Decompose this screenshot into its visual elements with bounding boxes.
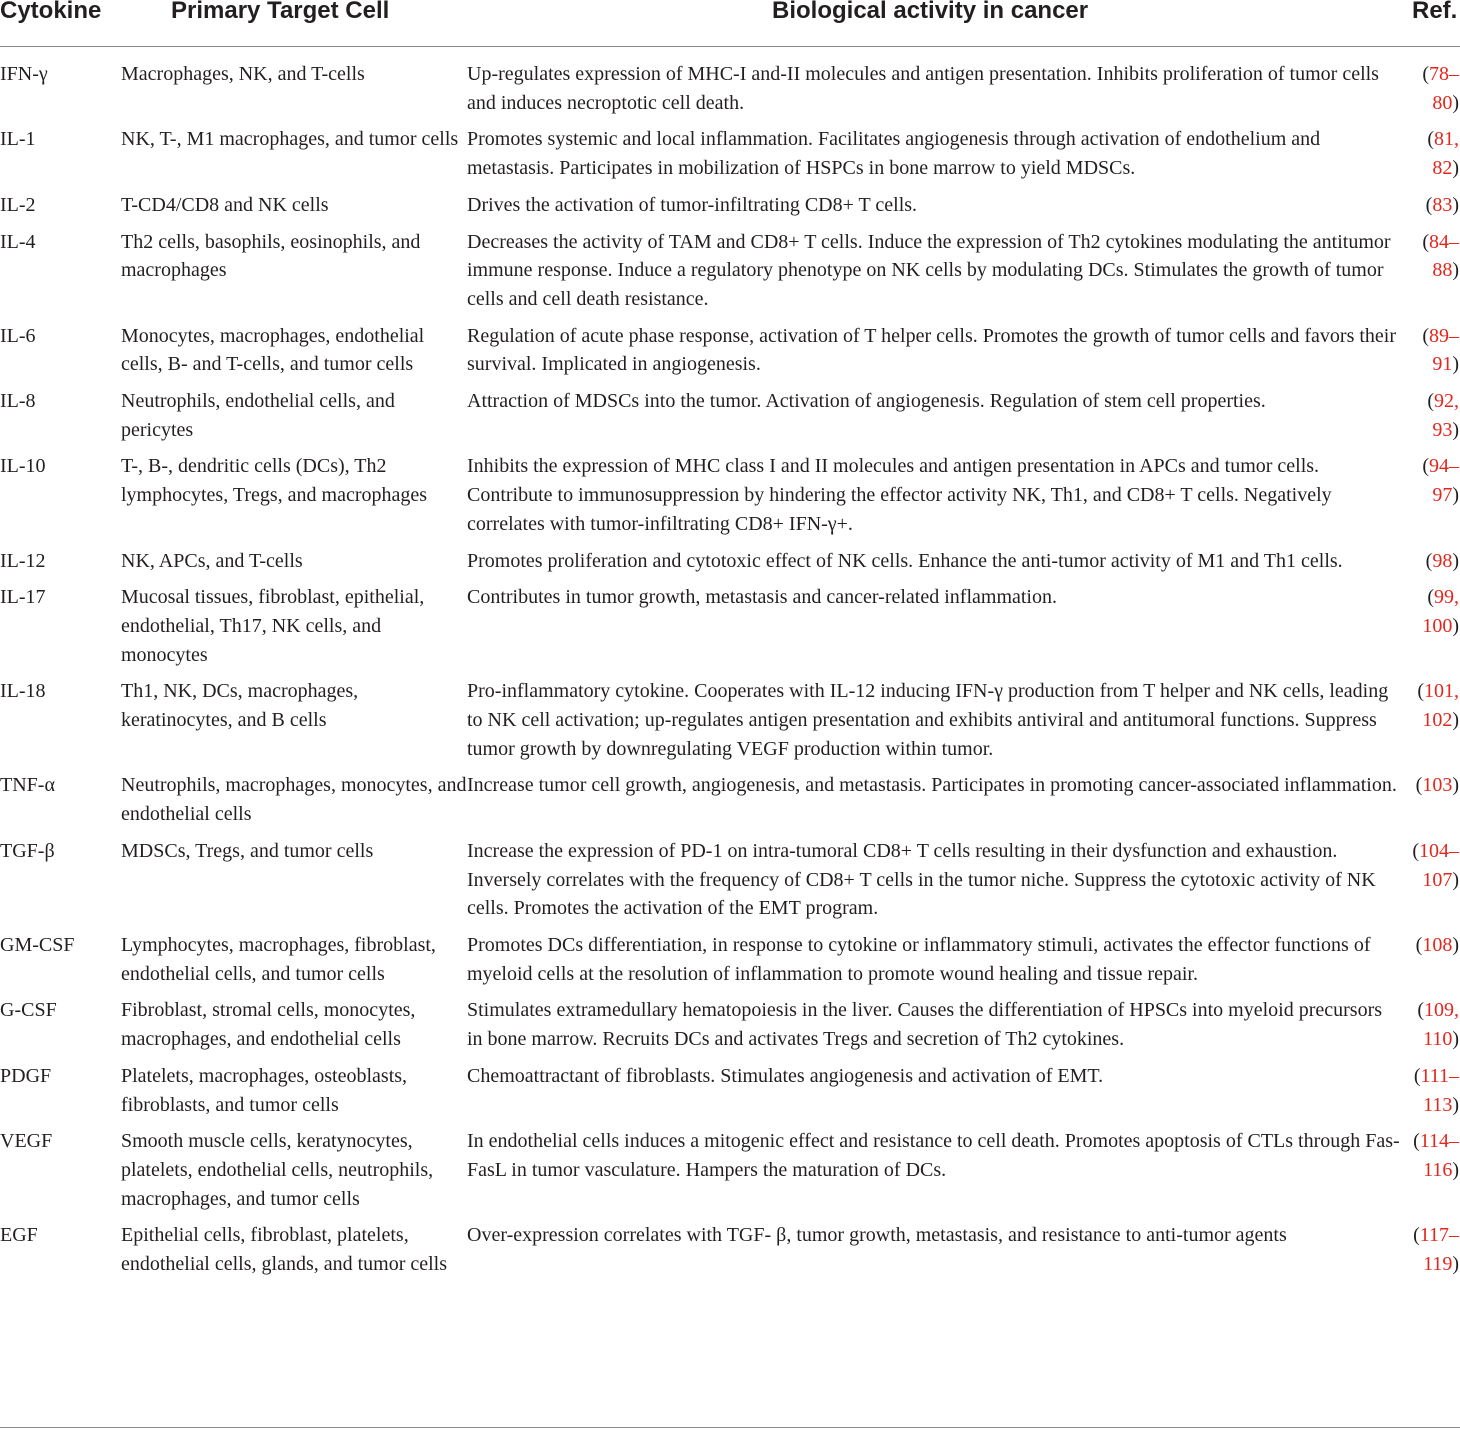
reference-link[interactable]: 78–	[1429, 63, 1459, 85]
ref-cell: (104– 107)	[1412, 839, 1459, 891]
reference-link[interactable]: 80	[1432, 91, 1453, 114]
cytokine-cell: IL-18	[0, 680, 46, 703]
reference-link[interactable]: 107	[1422, 868, 1453, 891]
table-row	[0, 771, 1460, 836]
cytokine-cell: G-CSF	[0, 999, 57, 1022]
activity-cell: Up-regulates expression of MHC-I and-II molecules and antigen presentation. Inhibits proliferation of tumor cells and induces necroptotic cell death.	[467, 63, 1379, 114]
reference-link[interactable]: 114–	[1419, 1130, 1459, 1153]
activity-cell: Promotes systemic and local inflammation. Facilitates angiogenesis through activation of endothelium and metastasis. Participates in mobilization of HSPCs in bone marrow to yield MDSCs.	[467, 128, 1321, 180]
cytokine-cell: IL-6	[0, 324, 36, 347]
activity-cell: Stimulates extramedullary hematopoiesis in the liver. Causes the differentiation of HPSCs into myeloid precursors in bone marrow. Recruits DCs and activates Tregs and secretion of Th2 cytokines.	[467, 999, 1383, 1051]
activity-cell: Chemoattractant of fibroblasts. Stimulates angiogenesis and activation of EMT.	[467, 1064, 1104, 1087]
reference-link[interactable]: 88	[1432, 259, 1453, 282]
reference-link[interactable]: 100	[1422, 614, 1453, 637]
reference-link[interactable]: 101,	[1424, 680, 1459, 703]
ref-cell: (114– 116)	[1413, 1130, 1459, 1181]
target-cell: Mucosal tissues, fibroblast, epithelial, endothelial, Th17, NK cells, and monocytes	[121, 586, 425, 666]
ref-cell: (117– 119)	[1413, 1224, 1459, 1276]
target-cell: Neutrophils, endothelial cells, and pericytes	[121, 390, 395, 441]
table-row	[0, 191, 1460, 228]
table-row	[0, 387, 1460, 452]
activity-cell: Increase tumor cell growth, angiogenesis, and metastasis. Participates in promoting cancer-associated inflammation.	[467, 774, 1397, 797]
cytokine-cell: TNF-α	[0, 774, 55, 797]
cytokine-cell: IFN-γ	[0, 63, 48, 85]
ref-cell: (94– 97)	[1422, 455, 1459, 507]
activity-cell: Attraction of MDSCs into the tumor. Activation of angiogenesis. Regulation of stem cell properties.	[467, 390, 1266, 413]
table-row	[0, 583, 1460, 677]
table-row	[0, 452, 1460, 546]
cytokine-cell: IL-12	[0, 549, 46, 572]
table-bottom-rule	[0, 1427, 1460, 1428]
table-row	[0, 1221, 1460, 1286]
ref-cell: (109, 110)	[1417, 999, 1459, 1051]
activity-cell: Contributes in tumor growth, metastasis and cancer-related inflammation.	[467, 586, 1057, 609]
ref-cell: (89– 91)	[1422, 324, 1459, 376]
reference-link[interactable]: 99,	[1434, 586, 1459, 609]
target-cell: T-CD4/CD8 and NK cells	[121, 193, 329, 216]
reference-link[interactable]: 81,	[1434, 128, 1459, 151]
reference-link[interactable]: 82	[1432, 157, 1453, 180]
activity-cell: Pro-inflammatory cytokine. Cooperates with IL-12 inducing IFN-γ production from T helper and NK cells, leading to NK cell activation; up-regulates antigen presentation and exhibits antiviral and antitumoral functions. Suppress tumor growth by downregulating VEGF production within tumor.	[467, 680, 1389, 760]
reference-link[interactable]: 108	[1422, 933, 1453, 956]
table-row	[0, 1062, 1460, 1127]
activity-cell: Decreases the activity of TAM and CD8+ T cells. Induce the expression of Th2 cytokines modulating the antitumor immune response. Induce a regulatory phenotype on NK cells by modulating DCs. Stimulates the growth of tumor cells and cell death resistance.	[467, 230, 1391, 310]
ref-cell: (98)	[1425, 549, 1459, 572]
cytokine-cell: PDGF	[0, 1064, 52, 1087]
target-cell: Macrophages, NK, and T-cells	[121, 63, 365, 85]
reference-link[interactable]: 93	[1432, 418, 1453, 441]
cytokine-cell: IL-4	[0, 230, 36, 253]
target-cell: NK, T-, M1 macrophages, and tumor cells	[121, 128, 459, 151]
target-cell: Epithelial cells, fibroblast, platelets, endothelial cells, glands, and tumor cells	[121, 1224, 448, 1276]
reference-link[interactable]: 116	[1423, 1158, 1453, 1181]
reference-link[interactable]: 109,	[1424, 999, 1459, 1022]
activity-cell: Drives the activation of tumor-infiltrating CD8+ T cells.	[467, 193, 918, 216]
header-biological-activity: Biological activity in cancer	[772, 0, 1089, 24]
table-row	[0, 996, 1460, 1061]
activity-cell: Promotes DCs differentiation, in response to cytokine or inflammatory stimuli, activates the effector functions of myeloid cells at the resolution of inflammation to promote wound healing and tissue repair.	[467, 933, 1371, 985]
target-cell: Fibroblast, stromal cells, monocytes, macrophages, and endothelial cells	[121, 999, 416, 1051]
activity-cell: Inhibits the expression of MHC class I and II molecules and antigen presentation in APCs and tumor cells. Contribute to immunosuppression by hindering the effector activity NK, Th1, and CD8+ T cells. Negatively correlates with tumor-infiltrating CD8+ IFN-γ+.	[467, 455, 1332, 535]
cytokine-cell: IL-8	[0, 390, 36, 413]
reference-link[interactable]: 103	[1422, 774, 1453, 797]
reference-link[interactable]: 111–	[1420, 1064, 1459, 1087]
reference-link[interactable]: 117–	[1419, 1224, 1459, 1247]
activity-cell: In endothelial cells induces a mitogenic effect and resistance to cell death. Promotes apoptosis of CTLs through Fas-FasL in tumor vasculature. Hampers the maturation of DCs.	[467, 1130, 1400, 1181]
ref-cell: (84– 88)	[1422, 230, 1459, 282]
ref-cell: (103)	[1415, 774, 1459, 797]
reference-link[interactable]: 104–	[1419, 839, 1459, 862]
cytokine-cell: IL-10	[0, 455, 46, 478]
target-cell: Th1, NK, DCs, macrophages, keratinocytes, and B cells	[121, 680, 359, 732]
table-row	[0, 322, 1460, 387]
target-cell: Neutrophils, macrophages, monocytes, and endothelial cells	[121, 774, 467, 826]
reference-link[interactable]: 119	[1423, 1253, 1453, 1276]
activity-cell: Regulation of acute phase response, activation of T helper cells. Promotes the growth of tumor cells and favors their survival. Implicated in angiogenesis.	[467, 324, 1397, 376]
ref-cell: (99, 100)	[1422, 586, 1459, 637]
header-primary-target-cell: Primary Target Cell	[171, 0, 390, 24]
cytokine-cell: GM-CSF	[0, 933, 75, 956]
header-cytokine: Cytokine	[0, 0, 102, 24]
table-row	[0, 547, 1460, 584]
table-row	[0, 125, 1460, 190]
target-cell: NK, APCs, and T-cells	[121, 549, 303, 572]
target-cell: MDSCs, Tregs, and tumor cells	[121, 839, 374, 862]
target-cell: Monocytes, macrophages, endothelial cells, B- and T-cells, and tumor cells	[121, 324, 425, 376]
cytokine-cell: IL-17	[0, 586, 46, 609]
table-header	[0, 0, 1460, 47]
header-ref: Ref.	[1412, 0, 1458, 24]
ref-cell: (111– 113)	[1413, 1064, 1459, 1116]
reference-link[interactable]: 83	[1432, 193, 1453, 216]
reference-link[interactable]: 113	[1423, 1093, 1453, 1116]
table-row	[0, 228, 1460, 322]
table-row	[0, 931, 1460, 996]
reference-link[interactable]: 89–	[1429, 324, 1459, 347]
target-cell: Th2 cells, basophils, eosinophils, and macrophages	[121, 230, 421, 282]
reference-link[interactable]: 91	[1432, 353, 1453, 376]
cytokine-cell: VEGF	[0, 1130, 53, 1153]
reference-link[interactable]: 84–	[1429, 230, 1459, 253]
cytokine-cell: TGF-β	[0, 839, 55, 862]
reference-link[interactable]: 102	[1422, 709, 1453, 732]
target-cell: Smooth muscle cells, keratynocytes, platelets, endothelial cells, neutrophils, macrophages, and tumor cells	[121, 1130, 434, 1210]
ref-cell: (92, 93)	[1427, 390, 1459, 441]
table-row	[0, 837, 1460, 931]
reference-link[interactable]: 92,	[1434, 390, 1459, 413]
reference-link[interactable]: 110	[1423, 1028, 1453, 1051]
reference-link[interactable]: 97	[1432, 484, 1453, 507]
activity-cell: Over-expression correlates with TGF- β, tumor growth, metastasis, and resistance to anti-tumor agents	[467, 1224, 1287, 1247]
table-body	[0, 60, 1460, 1287]
target-cell: T-, B-, dendritic cells (DCs), Th2 lymphocytes, Tregs, and macrophages	[121, 455, 428, 507]
ref-cell: (108)	[1415, 933, 1459, 956]
ref-cell: (81, 82)	[1427, 128, 1459, 180]
activity-cell: Promotes proliferation and cytotoxic effect of NK cells. Enhance the anti-tumor activity of M1 and Th1 cells.	[467, 549, 1343, 572]
table-row	[0, 1127, 1460, 1221]
ref-cell: (101, 102)	[1417, 680, 1459, 732]
cytokine-cell: IL-2	[0, 193, 36, 216]
target-cell: Lymphocytes, macrophages, fibroblast, endothelial cells, and tumor cells	[121, 933, 436, 985]
table-row	[0, 60, 1460, 125]
table-row	[0, 677, 1460, 771]
reference-link[interactable]: 98	[1432, 549, 1453, 572]
activity-cell: Increase the expression of PD-1 on intra-tumoral CD8+ T cells resulting in their dysfunction and exhaustion. Inversely correlates with the frequency of CD8+ T cells in the tumor niche. Suppress the cytotoxic activity of NK cells. Promotes the activation of the EMT program.	[467, 839, 1376, 920]
reference-link[interactable]: 94–	[1429, 455, 1459, 478]
cytokine-cell: IL-1	[0, 128, 36, 151]
cytokine-cell: EGF	[0, 1224, 38, 1247]
ref-cell: (83)	[1425, 193, 1459, 216]
ref-cell: (78– 80)	[1422, 63, 1459, 114]
target-cell: Platelets, macrophages, osteoblasts, fibroblasts, and tumor cells	[121, 1064, 408, 1116]
